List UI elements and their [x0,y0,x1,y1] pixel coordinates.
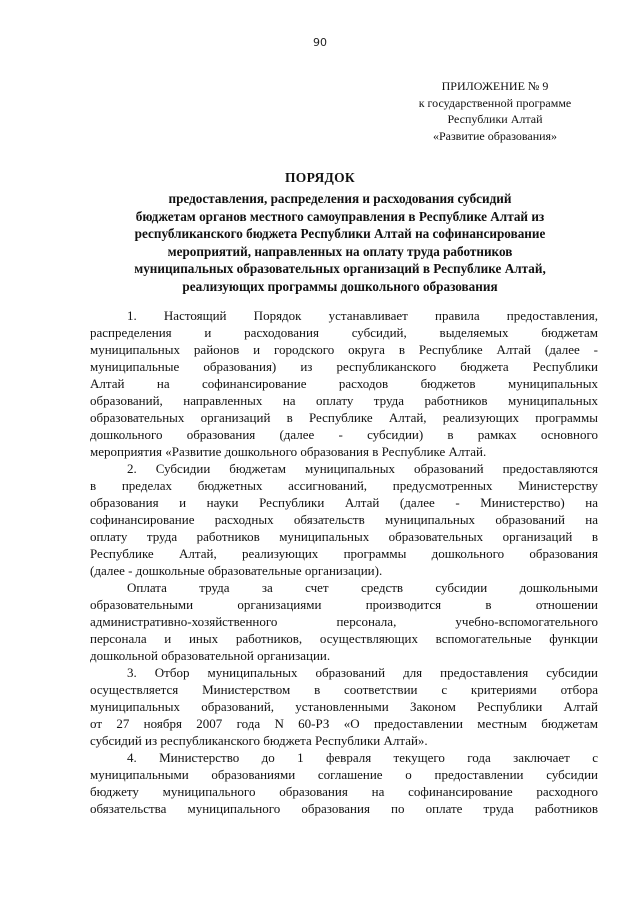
text-line: муниципальными образованиями соглашение о предоставлении субсидии [90,767,598,782]
paragraph-5 [90,749,598,817]
text-line: (далее - дошкольные образовательные организации). [90,563,383,578]
appendix-heading: ПРИЛОЖЕНИЕ № 9 [441,79,549,93]
text-line: распределения и расходования субсидий, выделяемых бюджетам [90,325,598,340]
text-line: дошкольной образовательной организации. [90,648,331,663]
text-line: субсидий из республиканского бюджета Республики Алтай». [90,733,428,748]
text-line: мероприятия «Развитие дошкольного образования в Республике Алтай. [90,444,487,459]
text-line: образований, направленных на оплату труда работников муниципальных [90,393,598,408]
paragraph-3 [90,579,598,664]
text-line: дошкольного образования (далее - субсидии) в рамках основного [90,427,598,442]
paragraph-2 [90,460,598,579]
text-line: оплату труда работников муниципальных образовательных организаций в [90,529,598,544]
text-line: муниципальных образований, установленными Законом Республики Алтай [90,699,598,714]
text-line: административно-хозяйственного персонала, учебно-вспомогательного [90,614,598,629]
document-title: ПОРЯДОК [284,170,355,185]
text-line: образовательных организаций в Республике Алтай, реализующих программы [90,410,598,425]
text-line: 1. Настоящий Порядок устанавливает правила предоставления, [127,308,598,323]
text-line: Республике Алтай, реализующих программы дошкольного образования [90,546,598,561]
text-line: 2. Субсидии бюджетам муниципальных образований предоставляются [127,461,598,476]
text-line: в пределах бюджетных ассигнований, предусмотренных Министерству [90,478,598,493]
body-text [90,307,598,817]
text-line: софинансирование расходных обязательств муниципальных образований на [90,512,598,527]
subtitle-line: предоставления, распределения и расходования субсидий [168,191,512,206]
text-line: Оплата труда за счет средств субсидии дошкольными [127,580,598,595]
text-line: персонала и иных работников, осуществляющих вспомогательные функции [90,631,598,646]
text-line: муниципальных районов и городского округа в Республике Алтай (далее - [90,342,598,357]
text-line: 4. Министерство до 1 февраля текущего года заключает с [127,750,598,765]
subtitle-line: республиканского бюджета Республики Алтай на софинансирование [134,226,546,241]
appendix-block [380,78,610,144]
appendix-line: «Развитие образования» [432,128,558,143]
text-line: Алтай на софинансирование расходов бюджетов муниципальных [90,376,598,391]
text-line: образования и науки Республики Алтай (далее - Министерство) на [90,495,598,510]
text-line: образовательными организациями производится в отношении [90,597,598,612]
text-line: муниципальные образования) из республиканского бюджета Республики [90,359,598,374]
text-line: обязательства муниципального образования по оплате труда работников [90,801,598,816]
subtitle-line: бюджетам органов местного самоуправления в Республике Алтай из [135,208,545,224]
document-subtitle [80,190,600,295]
text-line: от 27 ноября 2007 года N 60-РЗ «О предоставлении местным бюджетам [90,716,598,731]
paragraph-4 [90,664,598,749]
appendix-line: к государственной программе [418,95,572,110]
subtitle-line: реализующих программы дошкольного образования [182,278,498,294]
text-line: осуществляется Министерством в соответствии с критериями отбора [90,682,598,697]
text-line: бюджету муниципального образования на софинансирование расходного [90,784,598,799]
subtitle-line: муниципальных образовательных организаций в Республике Алтай, [134,261,546,276]
paragraph-1 [90,307,598,460]
text-line: 3. Отбор муниципальных образований для предоставления субсидии [127,665,598,680]
subtitle-line: мероприятий, направленных на оплату труда работников [167,243,513,259]
page-number: 90 [313,36,327,49]
appendix-line: Республики Алтай [447,112,543,126]
